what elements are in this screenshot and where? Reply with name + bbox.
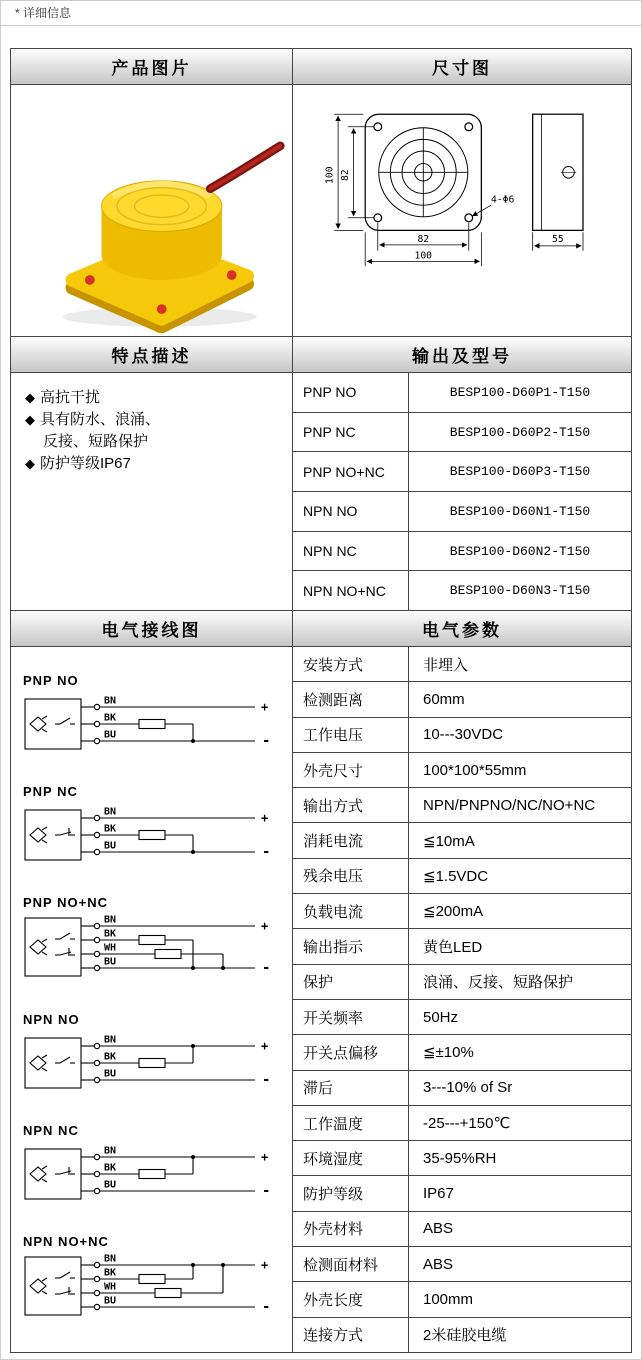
minus-label: -: [262, 1072, 271, 1088]
plus-label: +: [261, 1039, 269, 1053]
model-label: PNP NO: [293, 373, 409, 412]
wiring-diagram-title: PNP NO+NC: [23, 895, 108, 910]
sensor-symbol: [30, 1167, 46, 1181]
param-label: 环境湿度: [293, 1141, 409, 1175]
param-label: 输出指示: [293, 929, 409, 963]
param-value: -25---+150℃: [423, 1115, 511, 1132]
dim-label-width-inner: 82: [417, 233, 430, 245]
wiring-diagram-title: NPN NO+NC: [23, 1234, 109, 1249]
junction-dot: [191, 966, 195, 970]
dimension-drawing: [297, 90, 627, 332]
load-resistor: [139, 1059, 165, 1068]
param-label: 外壳长度: [293, 1282, 409, 1316]
junction-dot: [191, 850, 195, 854]
minus-label: -: [262, 1183, 271, 1199]
model-row: [293, 492, 631, 532]
wiring-diagram-svg: [21, 691, 283, 755]
wire-label: BK: [104, 823, 117, 835]
model-row: [293, 373, 631, 413]
wire-label: BU: [104, 729, 117, 741]
header-electrical: 电气参数: [293, 611, 631, 647]
wiring-diagram: [21, 1123, 292, 1210]
load-resistor: [139, 720, 165, 729]
wire-label: BN: [104, 914, 117, 926]
header-features: 特点描述: [11, 337, 293, 373]
param-label: 开关频率: [293, 1000, 409, 1034]
param-label: 安装方式: [293, 647, 409, 681]
junction-dot: [221, 966, 225, 970]
load-resistor: [139, 936, 165, 945]
corner-dot: [156, 304, 166, 314]
model-row: [293, 532, 631, 572]
wiring-diagram: [21, 784, 292, 871]
param-row: [293, 1212, 631, 1247]
feature-text: 防护等级IP67: [40, 455, 131, 472]
param-row: [293, 1071, 631, 1106]
page-title: * 详细信息: [1, 1, 641, 26]
wire-label: BK: [104, 928, 117, 940]
wire-label: BN: [104, 695, 117, 707]
load-resistor: [139, 831, 165, 840]
plus-label: +: [261, 1150, 269, 1164]
param-row: [293, 1247, 631, 1282]
corner-dot: [84, 275, 94, 285]
features-list: [11, 373, 293, 611]
param-label: 检测面材料: [293, 1247, 409, 1281]
plus-label: +: [261, 919, 269, 933]
model-value: BESP100-D60N1-T150: [449, 503, 591, 519]
load-resistor: [139, 1275, 165, 1284]
wire-label: BK: [104, 712, 117, 724]
sensor-symbol: [30, 940, 46, 954]
minus-label: -: [262, 1299, 271, 1315]
param-label: 工作电压: [293, 718, 409, 752]
param-row: [293, 647, 631, 682]
feature-text: 具有防水、浪涌、: [40, 411, 161, 428]
diamond-bullet-icon: ◆: [25, 456, 35, 471]
side-view: [533, 114, 583, 230]
wiring-diagram: [21, 1234, 292, 1327]
product-image-cell: [11, 85, 293, 337]
param-row: [293, 965, 631, 1000]
wire-label: BK: [104, 1162, 117, 1174]
dim-label-height-outer: 100: [324, 165, 336, 184]
wiring-diagram-svg: [21, 913, 283, 983]
param-label: 连接方式: [293, 1318, 409, 1352]
param-table: [293, 647, 631, 1352]
param-label: 防护等级: [293, 1176, 409, 1210]
param-row: [293, 894, 631, 929]
param-row: [293, 1282, 631, 1317]
sensor-symbol: [30, 1056, 46, 1070]
dim-label-height-inner: 82: [339, 168, 351, 181]
model-value: BESP100-D60N2-T150: [449, 543, 591, 559]
minus-label: -: [262, 733, 271, 749]
wiring-diagram-title: NPN NO: [23, 1012, 80, 1027]
feature-line: [25, 387, 284, 409]
param-value: 2米硅胶电缆: [423, 1327, 507, 1345]
wiring-diagram-svg: [21, 1141, 283, 1205]
dim-label-width-outer: 100: [414, 249, 433, 261]
feature-line: [25, 431, 284, 453]
wire-label: BK: [104, 1267, 117, 1279]
param-row: [293, 1141, 631, 1176]
param-label: 滞后: [293, 1071, 409, 1105]
load-resistor: [155, 1289, 181, 1298]
wiring-diagram-svg: [21, 1252, 283, 1322]
wiring-diagram-title: PNP NC: [23, 784, 78, 799]
param-row: [293, 859, 631, 894]
param-row: [293, 823, 631, 858]
model-row: [293, 452, 631, 492]
wiring-diagram-title: PNP NO: [23, 673, 79, 688]
param-value: 10---30VDC: [423, 726, 504, 744]
param-label: 外壳尺寸: [293, 753, 409, 787]
wire-label: BK: [104, 1051, 117, 1063]
plus-label: +: [261, 811, 269, 825]
wiring-diagram-title: NPN NC: [23, 1123, 79, 1138]
junction-dot: [191, 1263, 195, 1267]
header-wiring: 电气接线图: [11, 611, 293, 647]
param-row: [293, 1000, 631, 1035]
param-value: ≦±10%: [423, 1044, 474, 1062]
param-value: 非埋入: [423, 656, 469, 674]
minus-label: -: [262, 960, 271, 976]
plus-label: +: [261, 700, 269, 714]
param-row: [293, 1318, 631, 1352]
wiring-diagram: [21, 673, 292, 760]
param-label: 残余电压: [293, 859, 409, 893]
param-value: NPN/PNPNO/NC/NO+NC: [423, 796, 596, 814]
model-label: PNP NC: [293, 413, 409, 452]
junction-dot: [191, 739, 195, 743]
param-value: 浪涌、反接、短路保护: [423, 974, 574, 992]
diamond-bullet-icon: ◆: [25, 412, 35, 427]
wiring-diagram: [21, 895, 292, 988]
param-value: ≦1.5VDC: [423, 867, 489, 885]
model-label: NPN NO+NC: [293, 571, 409, 610]
sensor-symbol: [30, 717, 46, 731]
param-label: 保护: [293, 965, 409, 999]
model-table-cell: [293, 373, 631, 611]
param-row: [293, 753, 631, 788]
model-label: NPN NC: [293, 532, 409, 571]
model-value: BESP100-D60P3-T150: [449, 464, 591, 480]
wire-label: BU: [104, 1068, 117, 1080]
param-value: ABS: [423, 1255, 454, 1273]
model-row: [293, 413, 631, 453]
sensor-symbol: [30, 828, 46, 842]
param-label: 负载电流: [293, 894, 409, 928]
param-value: 35-95%RH: [423, 1149, 497, 1167]
detail-table: [10, 48, 632, 1353]
param-value: ≦10mA: [423, 832, 475, 850]
wiring-diagram-svg: [21, 1030, 283, 1094]
param-row: [293, 1106, 631, 1141]
feature-line: [25, 453, 284, 475]
param-label: 外壳材料: [293, 1212, 409, 1246]
wire-label: BU: [104, 840, 117, 852]
sensor-symbol: [30, 1279, 46, 1293]
plus-label: +: [261, 1258, 269, 1272]
param-value: 3---10% of Sr: [423, 1079, 513, 1097]
load-resistor: [155, 950, 181, 959]
minus-label: -: [262, 844, 271, 860]
param-label: 消耗电流: [293, 823, 409, 857]
wire-label: BN: [104, 1034, 117, 1046]
sensor-box: [25, 918, 81, 976]
wire-label: BU: [104, 1295, 117, 1307]
param-label: 开关点偏移: [293, 1035, 409, 1069]
load-resistor: [139, 1170, 165, 1179]
param-row: [293, 718, 631, 753]
wire-label: BU: [104, 956, 117, 968]
param-value: 60mm: [423, 690, 465, 708]
model-value: BESP100-D60P1-T150: [449, 384, 591, 400]
feature-text: 高抗干扰: [40, 389, 101, 406]
wire-label: BN: [104, 806, 117, 818]
wire-label: WH: [104, 942, 117, 954]
feature-line: [25, 409, 284, 431]
param-value: 50Hz: [423, 1008, 459, 1026]
corner-dot: [226, 270, 236, 280]
param-row: [293, 1176, 631, 1211]
junction-dot: [221, 1263, 225, 1267]
param-row: [293, 788, 631, 823]
model-value: BESP100-D60P2-T150: [449, 424, 591, 440]
dim-label-holes: 4-Φ6: [491, 193, 515, 205]
model-table: [293, 373, 631, 610]
dimension-cell: [293, 85, 631, 337]
param-label: 检测距离: [293, 682, 409, 716]
header-output-models: 输出及型号: [293, 337, 631, 373]
sensor-box: [25, 1257, 81, 1315]
product-photo: [16, 89, 288, 333]
param-value: 黄色LED: [423, 939, 483, 957]
model-value: BESP100-D60N3-T150: [449, 583, 591, 599]
sensor-cable: [210, 145, 280, 188]
junction-dot: [191, 1155, 195, 1159]
param-label: 输出方式: [293, 788, 409, 822]
wiring-diagrams: [11, 647, 293, 1353]
model-row: [293, 571, 631, 610]
param-value: 100*100*55mm: [423, 761, 527, 779]
wire-label: BN: [104, 1253, 117, 1265]
header-product-image: 产品图片: [11, 49, 293, 85]
param-value: 100mm: [423, 1290, 474, 1308]
param-table-cell: [293, 647, 631, 1353]
param-row: [293, 929, 631, 964]
sensor-cylinder: [101, 180, 221, 279]
header-dimension: 尺寸图: [293, 49, 631, 85]
wiring-diagram-svg: [21, 802, 283, 866]
param-row: [293, 682, 631, 717]
diamond-bullet-icon: ◆: [25, 390, 35, 405]
param-value: IP67: [423, 1185, 454, 1203]
wire-label: BU: [104, 1179, 117, 1191]
front-view: [365, 114, 481, 230]
junction-dot: [191, 1044, 195, 1048]
model-label: NPN NO: [293, 492, 409, 531]
wire-label: BN: [104, 1145, 117, 1157]
param-label: 工作温度: [293, 1106, 409, 1140]
param-value: ABS: [423, 1220, 454, 1238]
param-row: [293, 1035, 631, 1070]
dim-label-side-width: 55: [552, 233, 564, 245]
wire-label: WH: [104, 1281, 117, 1293]
feature-text: 反接、短路保护: [43, 433, 149, 450]
model-label: PNP NO+NC: [293, 452, 409, 491]
wiring-diagram: [21, 1012, 292, 1099]
param-value: ≦200mA: [423, 903, 484, 921]
